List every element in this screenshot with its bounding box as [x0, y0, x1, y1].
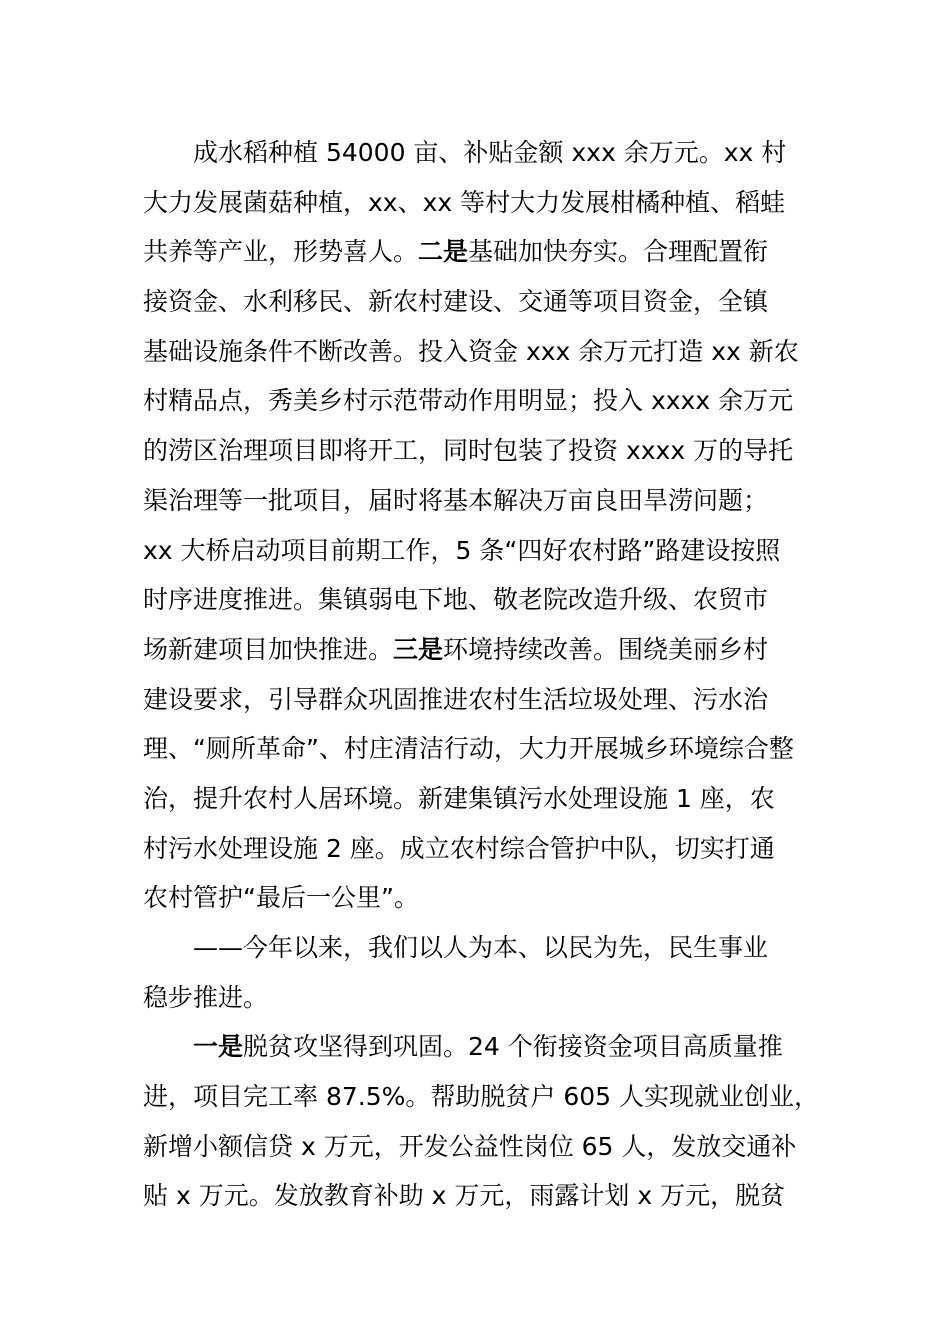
text-line	[143, 774, 833, 824]
text-segment: 场新建项目加快推进。	[143, 634, 394, 664]
text-line	[143, 625, 833, 675]
text-segment: 治，提升农村人居环境。新建集镇污水处理设施 1 座，农	[143, 783, 775, 813]
bold-text-segment: 三是	[393, 634, 444, 664]
text-line	[143, 227, 833, 277]
text-line	[143, 873, 833, 923]
text-line	[143, 923, 833, 973]
text-segment: 时序进度推进。集镇弱电下地、敬老院改造升级、农贸市	[143, 585, 769, 615]
text-segment: 基础设施条件不断改善。投入资金 xxx 余万元打造 xx 新农	[143, 336, 799, 366]
text-segment: 进，项目完工率 87.5%。帮助脱贫户 605 人实现就业创业，	[143, 1082, 819, 1112]
document-body	[143, 128, 833, 1221]
text-line	[143, 526, 833, 576]
bold-text-segment: 一是	[193, 1032, 244, 1062]
text-segment: 渠治理等一批项目，届时将基本解决万亩良田旱涝问题；	[143, 485, 769, 515]
text-line	[143, 973, 833, 1023]
text-segment: 成水稻种植 54000 亩、补贴金额 xxx 余万元。xx 村	[193, 138, 787, 167]
text-segment: 稳步推进。	[143, 982, 269, 1012]
text-line	[143, 575, 833, 625]
text-line	[143, 476, 833, 526]
text-segment: 共养等产业，形势喜人。	[143, 237, 419, 267]
text-segment: 理、“厕所革命”、村庄清洁行动，大力开展城乡环境综合整	[143, 734, 794, 764]
text-line	[143, 178, 833, 228]
text-line	[143, 376, 833, 426]
text-segment: 建设要求，引导群众巩固推进农村生活垃圾处理、污水治	[143, 684, 769, 714]
text-line	[143, 724, 833, 774]
text-line	[143, 1072, 833, 1122]
text-segment: xx 大桥启动项目前期工作，5 条“四好农村路”路建设按照	[143, 535, 781, 565]
text-segment: ——今年以来，我们以人为本、以民为先，民生事业	[193, 933, 769, 962]
text-line	[143, 128, 833, 178]
text-segment: 新增小额信贷 x 万元，开发公益性岗位 65 人，发放交通补	[143, 1131, 797, 1161]
text-segment: 的涝区治理项目即将开工，同时包装了投资 xxxx 万的导托	[143, 436, 794, 466]
text-line	[143, 675, 833, 725]
text-line	[143, 277, 833, 327]
text-segment: 脱贫攻坚得到巩固。24 个衔接资金项目高质量推	[243, 1032, 783, 1062]
text-segment: 环境持续改善。围绕美丽乡村	[443, 634, 769, 664]
text-segment: 基础加快夯实。合理配置衔	[468, 237, 769, 267]
text-segment: 贴 x 万元。发放教育补助 x 万元，雨露计划 x 万元，脱贫	[143, 1181, 786, 1211]
text-line	[143, 327, 833, 377]
text-line	[143, 1122, 833, 1172]
text-line	[143, 426, 833, 476]
text-segment: 大力发展菌菇种植，xx、xx 等村大力发展柑橘种植、稻蛙	[143, 187, 786, 217]
text-line	[143, 824, 833, 874]
text-segment: 农村管护“最后一公里”。	[143, 883, 419, 913]
bold-text-segment: 二是	[418, 237, 469, 267]
text-line	[143, 1171, 833, 1221]
text-segment: 村精品点，秀美乡村示范带动作用明显；投入 xxxx 余万元	[143, 386, 794, 416]
text-line	[143, 1022, 833, 1072]
text-segment: 接资金、水利移民、新农村建设、交通等项目资金，全镇	[143, 287, 769, 317]
text-segment: 村污水处理设施 2 座。成立农村综合管护中队，切实打通	[143, 833, 775, 863]
